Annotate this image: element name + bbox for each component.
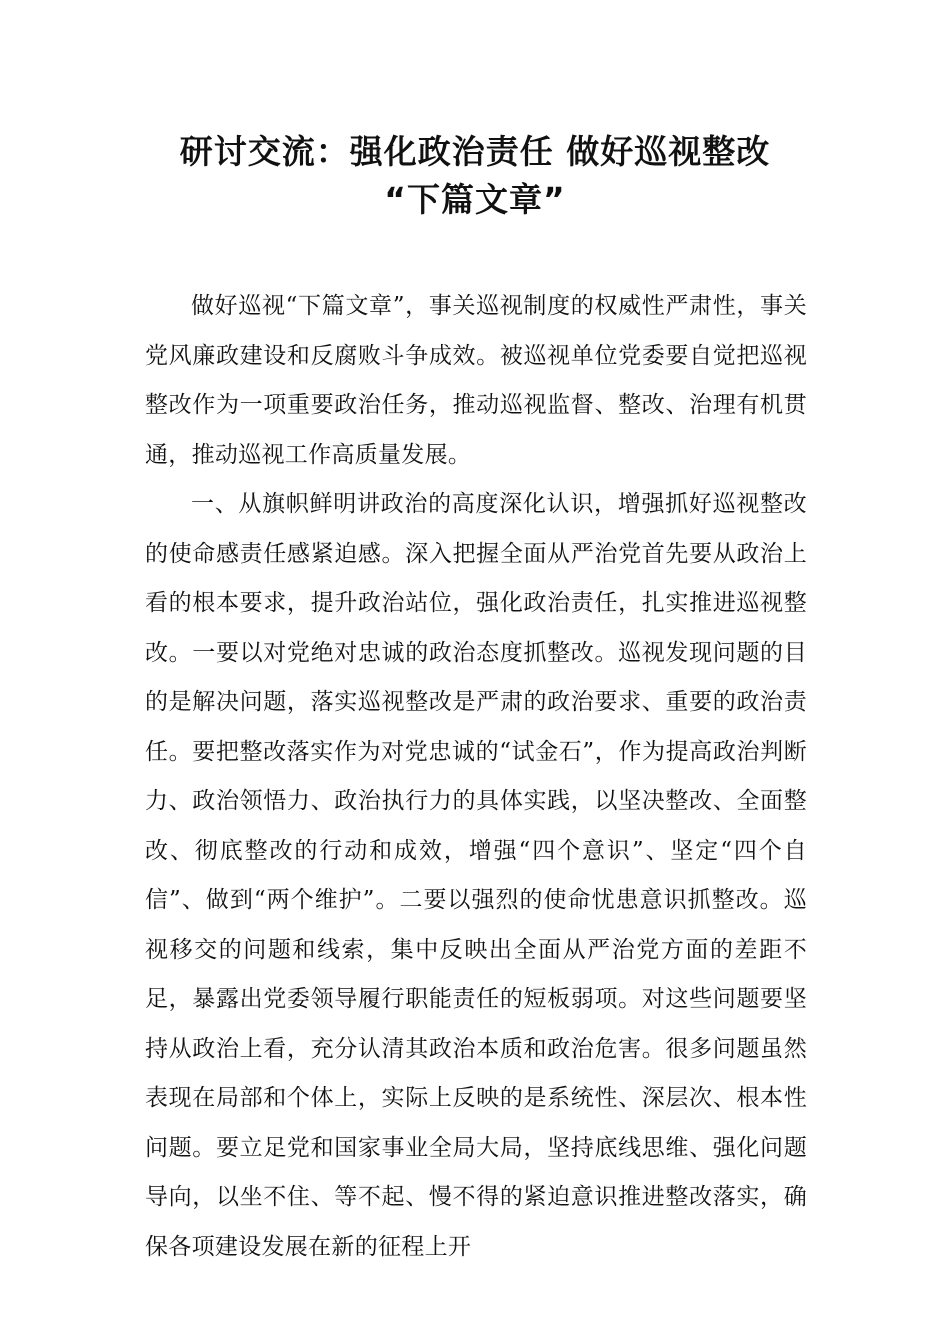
paragraph-intro: 做好巡视“下篇文章”，事关巡视制度的权威性严肃性，事关党风廉政建设和反腐败斗争成效。被巡视单位党委要自觉把巡视整改作为一项重要政治任务，推动巡视监督、整改、治理有机贯通，推动巡视工作高质量发展。: [145, 293, 807, 468]
document-title: [0, 128, 950, 224]
document-body: [145, 282, 807, 1272]
title-line-2: “下篇文章”: [384, 180, 566, 219]
title-line-1: 研讨交流：强化政治责任 做好巡视整改: [179, 132, 771, 171]
paragraph-section-1: 一、从旗帜鲜明讲政治的高度深化认识，增强抓好巡视整改的使命感责任感紧迫感。深入把握全面从严治党首先要从政治上看的根本要求，提升政治站位，强化政治责任，扎实推进巡视整改。一要以对党绝对忠诚的政治态度抓整改。巡视发现问题的目的是解决问题，落实巡视整改是严肃的政治要求、重要的政治责任。要把整改落实作为对党忠诚的“试金石”，作为提高政治判断力、政治领悟力、政治执行力的具体实践，以坚决整改、全面整改、彻底整改的行动和成效，增强“四个意识”、坚定“四个自信”、做到“两个维护”。二要以强烈的使命忧患意识抓整改。巡视移交的问题和线索，集中反映出全面从严治党方面的差距不足，暴露出党委领导履行职能责任的短板弱项。对这些问题要坚持从政治上看，充分认清其政治本质和政治危害。很多问题虽然表现在局部和个体上，实际上反映的是系统性、深层次、根本性问题。要立足党和国家事业全局大局，坚持底线思维、强化问题导向，以坐不住、等不起、慢不得的紧迫意识推进整改落实，确保各项建设发展在新的征程上开: [145, 491, 807, 1260]
